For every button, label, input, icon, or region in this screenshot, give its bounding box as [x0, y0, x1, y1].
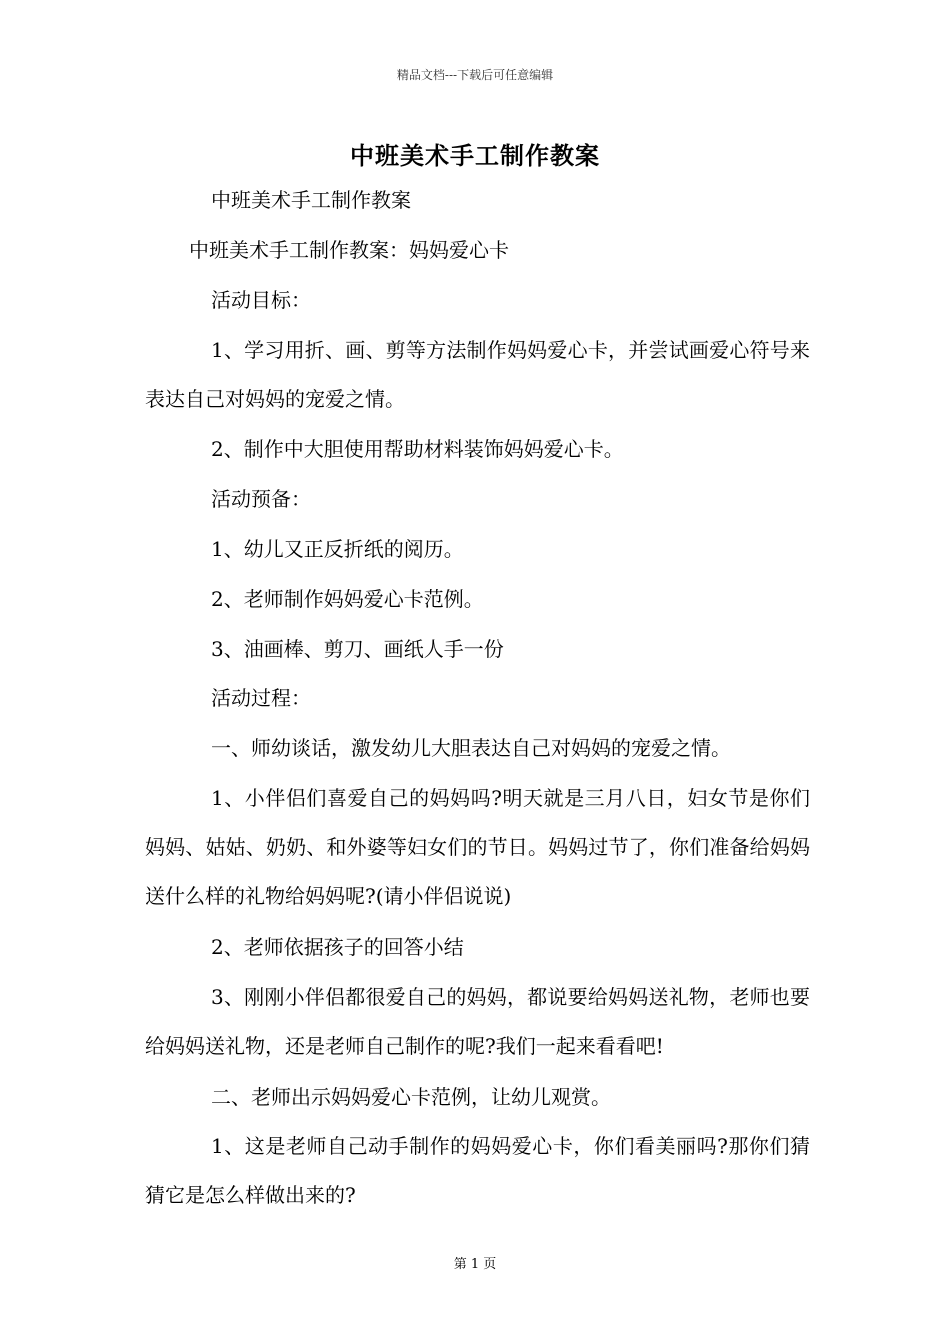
paragraph: 活动过程： [211, 686, 311, 710]
paragraph: 一、师幼谈话，激发幼儿大胆表达自己对妈妈的宠爱之情。 [211, 736, 731, 760]
document-title: 中班美术手工制作教案 [350, 141, 600, 170]
paragraph: 1、这是老师自己动手制作的妈妈爱心卡，你们看美丽吗?那你们猜猜它是怎么样做出来的? [145, 1134, 810, 1207]
paragraph: 2、制作中大胆使用帮助材料装饰妈妈爱心卡。 [211, 437, 624, 461]
paragraph: 二、老师出示妈妈爱心卡范例，让幼儿观赏。 [211, 1085, 611, 1109]
paragraph: 2、老师依据孩子的回答小结 [211, 935, 464, 959]
paragraph: 中班美术手工制作教案 [211, 188, 411, 212]
paragraph: 中班美术手工制作教案：妈妈爱心卡 [189, 238, 509, 262]
paragraph: 活动目标： [211, 288, 311, 312]
page-header: 精品文档---下载后可任意编辑 [396, 68, 554, 82]
paragraph: 1、小伴侣们喜爱自己的妈妈吗?明天就是三月八日，妇女节是你们妈妈、姑姑、奶奶、和外婆等妇女们的节日。妈妈过节了，你们准备给妈妈送什么样的礼物给妈妈呢?(请小伴侣说说) [145, 786, 810, 908]
paragraph: 3、油画棒、剪刀、画纸人手一份 [211, 637, 504, 661]
page-number: 第 1 页 [453, 1257, 497, 1272]
paragraph: 1、幼儿又正反折纸的阅历。 [211, 537, 464, 561]
paragraph: 1、学习用折、画、剪等方法制作妈妈爱心卡，并尝试画爱心符号来表达自己对妈妈的宠爱之情。 [145, 338, 810, 411]
paragraph: 3、刚刚小伴侣都很爱自己的妈妈，都说要给妈妈送礼物，老师也要给妈妈送礼物，还是老师自己制作的呢?我们一起来看看吧! [145, 985, 810, 1058]
paragraph: 活动预备： [211, 487, 311, 511]
paragraph: 2、老师制作妈妈爱心卡范例。 [211, 587, 484, 611]
